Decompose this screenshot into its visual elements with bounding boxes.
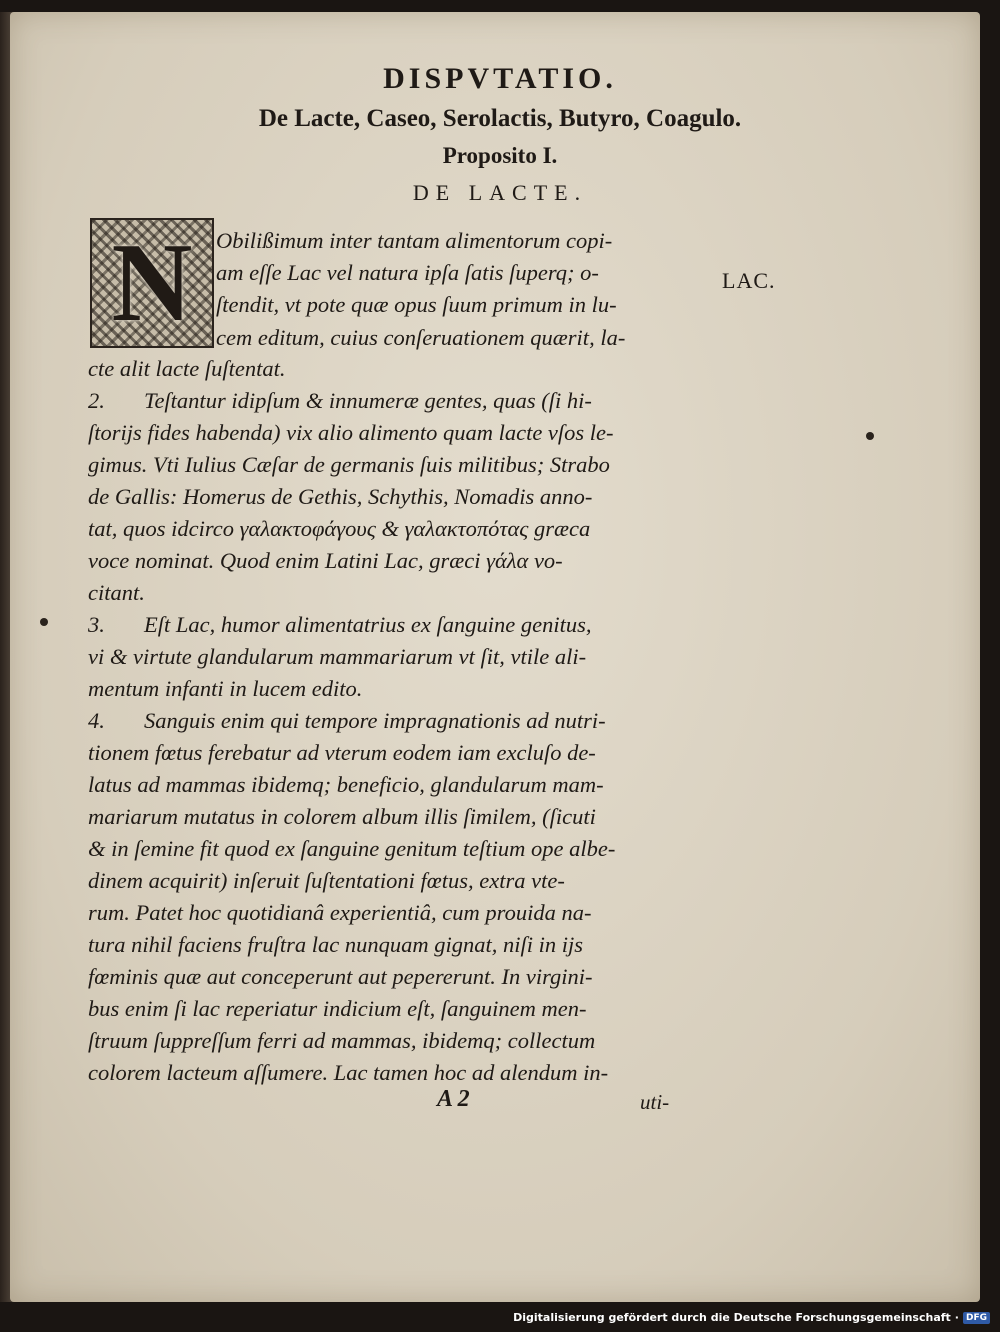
digitization-footer: Digitalisierung gefördert durch die Deutsche Forschungsgemeinschaft · DFG: [513, 1311, 990, 1324]
footer-text: Digitalisierung gefördert durch die Deutsche Forschungsgemeinschaft: [513, 1311, 951, 1324]
page-subtitle: De Lacte, Caseo, Serolactis, Butyro, Coagulo.: [258, 105, 742, 132]
text-line: de Gallis: Homerus de Gethis, Schythis, Nomadis anno-: [88, 484, 593, 509]
text-line: mentum infanti in lucem edito.: [88, 676, 363, 701]
signature-mark: A 2: [437, 1086, 470, 1112]
text-line: ſtruum ſuppreſſum ferri ad mammas, ibidemq; collectum: [88, 1028, 596, 1053]
proposition-heading: Proposito I.: [442, 143, 558, 168]
text-line: voce nominat. Quod enim Latini Lac, græci γάλα vo-: [88, 548, 563, 573]
margin-note: LAC.: [722, 268, 776, 293]
text-line: latus ad mammas ibidemq; beneficio, glandularum mam-: [88, 772, 604, 797]
text-line: ſtendit, vt pote quæ opus ſuum primum in lu-: [216, 292, 617, 317]
text-line: ſtorijs fides habenda) vix alio alimento quam lacte vſos le-: [88, 420, 614, 445]
section-heading: DE LACTE.: [412, 180, 588, 205]
text-line: rum. Patet hoc quotidianâ experientiâ, cum prouida na-: [88, 900, 592, 925]
ink-spot: [40, 618, 48, 626]
text-line: bus enim ſi lac reperiatur indicium eſt, ſanguinem men-: [88, 996, 587, 1021]
paragraph-number: 2.: [88, 388, 105, 413]
text-line: Obilißimum inter tantam alimentorum copi-: [216, 228, 613, 253]
text-line: gimus. Vti Iulius Cæſar de germanis ſuis militibus; Strabo: [88, 452, 610, 477]
initial-letter: N: [111, 221, 193, 345]
text-line: citant.: [88, 580, 145, 605]
page-title: DISPVTATIO.: [383, 62, 617, 95]
paragraph-number: 3.: [88, 612, 105, 637]
text-line: 4. Sanguis enim qui tempore impragnationis ad nutri-: [88, 708, 606, 733]
text-line: fœminis quæ aut conceperunt aut pepererunt. In virgini-: [88, 964, 593, 989]
text-line: tura nihil faciens fruſtra lac nunquam gignat, niſi in ijs: [88, 932, 584, 957]
text-line: colorem lacteum aſſumere. Lac tamen hoc ad alendum in-: [88, 1060, 609, 1085]
text-line: cte alit lacte ſuſtentat.: [88, 356, 286, 381]
text-line: tionem fœtus ferebatur ad vterum eodem iam excluſo de-: [88, 740, 596, 765]
text-line: dinem acquirit) inſeruit ſuſtentationi fœtus, extra vte-: [88, 868, 565, 893]
text-line: vi & virtute glandularum mammariarum vt ſit, vtile ali-: [88, 644, 587, 669]
ink-spot: [866, 432, 874, 440]
text-line: mariarum mutatus in colorem album illis ſimilem, (ſicuti: [88, 804, 596, 829]
dfg-logo: DFG: [963, 1312, 990, 1324]
text-line: 3. Eſt Lac, humor alimentatrius ex ſanguine genitus,: [88, 612, 592, 637]
text-line: & in ſemine fit quod ex ſanguine genitum teſtium ope albe-: [88, 836, 616, 861]
text-line: 2. Teſtantur idipſum & innumeræ gentes, quas (ſi hi-: [88, 388, 592, 413]
paragraph-number: 4.: [88, 708, 105, 733]
text-line: tat, quos idcirco γαλακτοφάγους & γαλακτοπότας græca: [88, 516, 591, 541]
text-line: am eſſe Lac vel natura ipſa ſatis ſuperq; o-: [216, 260, 599, 285]
text-line: cem editum, cuius conſeruationem quærit, la-: [216, 325, 626, 350]
catchword: uti-: [640, 1090, 670, 1114]
decorated-initial: [90, 218, 214, 348]
